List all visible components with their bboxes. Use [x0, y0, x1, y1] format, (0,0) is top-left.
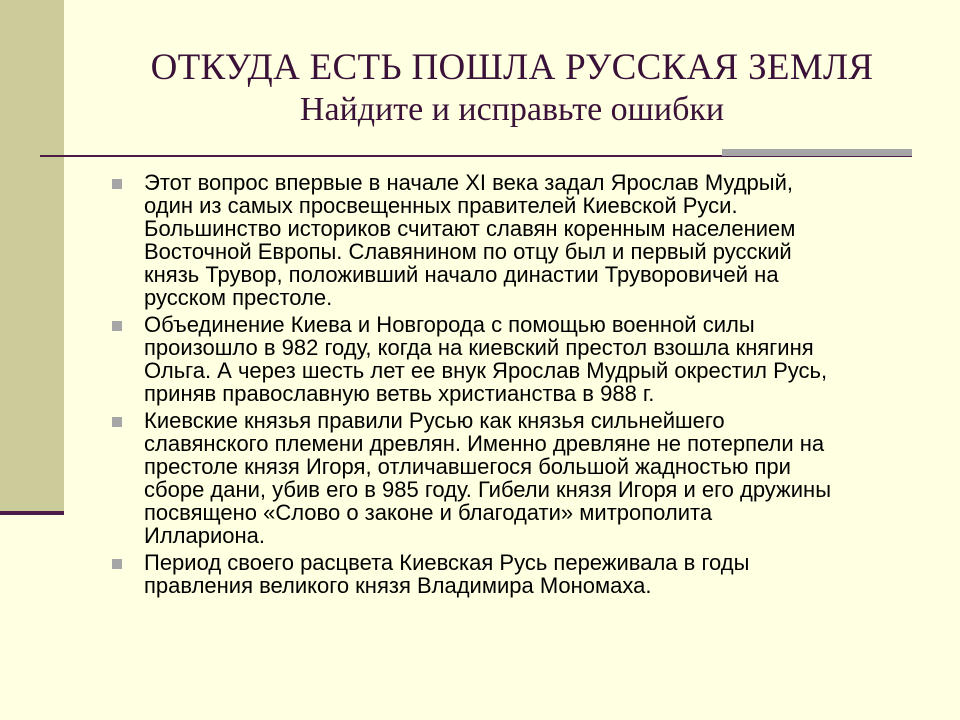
bullet-line: произошло в 982 году, когда на киевский престол взошла княгиня — [144, 335, 814, 360]
square-bullet-icon — [112, 321, 122, 331]
bullet-line: князь Трувор, положивший начало династии Труворовичей на — [144, 262, 779, 287]
bullet-line: русском престоле. — [144, 285, 333, 310]
bullet-line: престоле князя Игоря, отличавшегося большой жадностью при — [144, 454, 791, 479]
side-decor-line — [0, 511, 64, 515]
side-decor-bar — [0, 0, 64, 515]
bullet-line: Этот вопрос впервые в начале XI века задал Ярослав Мудрый, — [144, 170, 793, 195]
bullet-line: один из самых просвещенных правителей Киевской Руси. — [144, 193, 738, 218]
square-bullet-icon — [112, 559, 122, 569]
slide-title: ОТКУДА ЕСТЬ ПОШЛА РУССКАЯ ЗЕМЛЯ — [150, 47, 874, 88]
square-bullet-icon — [112, 417, 122, 427]
bullet-item — [112, 313, 932, 405]
bullet-line: Ольга. А через шесть лет ее внук Ярослав Мудрый окрестил Русь, — [144, 358, 828, 383]
bullet-line: приняв православную ветвь христианства в 988 г. — [144, 381, 655, 406]
bullet-line: Объединение Киева и Новгорода с помощью военной силы — [144, 312, 755, 337]
bullet-line: сборе дани, убив его в 985 году. Гибели князя Игоря и его дружины — [144, 477, 832, 502]
slide-subtitle: Найдите и исправьте ошибки — [299, 90, 725, 128]
bullet-item — [112, 551, 932, 597]
bullet-line: Иллариона. — [144, 523, 265, 548]
bullet-item — [112, 171, 932, 309]
bullet-line: славянского племени древлян. Именно древляне не потерпели на — [144, 431, 825, 456]
slide-title-block — [64, 46, 960, 130]
square-bullet-icon — [112, 179, 122, 189]
bullet-line: Период своего расцвета Киевская Русь переживала в годы — [144, 550, 750, 575]
bullet-list — [112, 171, 932, 601]
title-divider-accent — [722, 149, 912, 156]
bullet-line: Восточной Европы. Славянином по отцу был и первый русский — [144, 239, 792, 264]
bullet-item — [112, 409, 932, 547]
bullet-line: Большинство историков считают славян коренным населением — [144, 216, 796, 241]
bullet-line: правления великого князя Владимира Мономаха. — [144, 573, 652, 598]
bullet-line: посвящено «Слово о законе и благодати» митрополита — [144, 500, 713, 525]
bullet-line: Киевские князья правили Русью как князья сильнейшего — [144, 408, 725, 433]
